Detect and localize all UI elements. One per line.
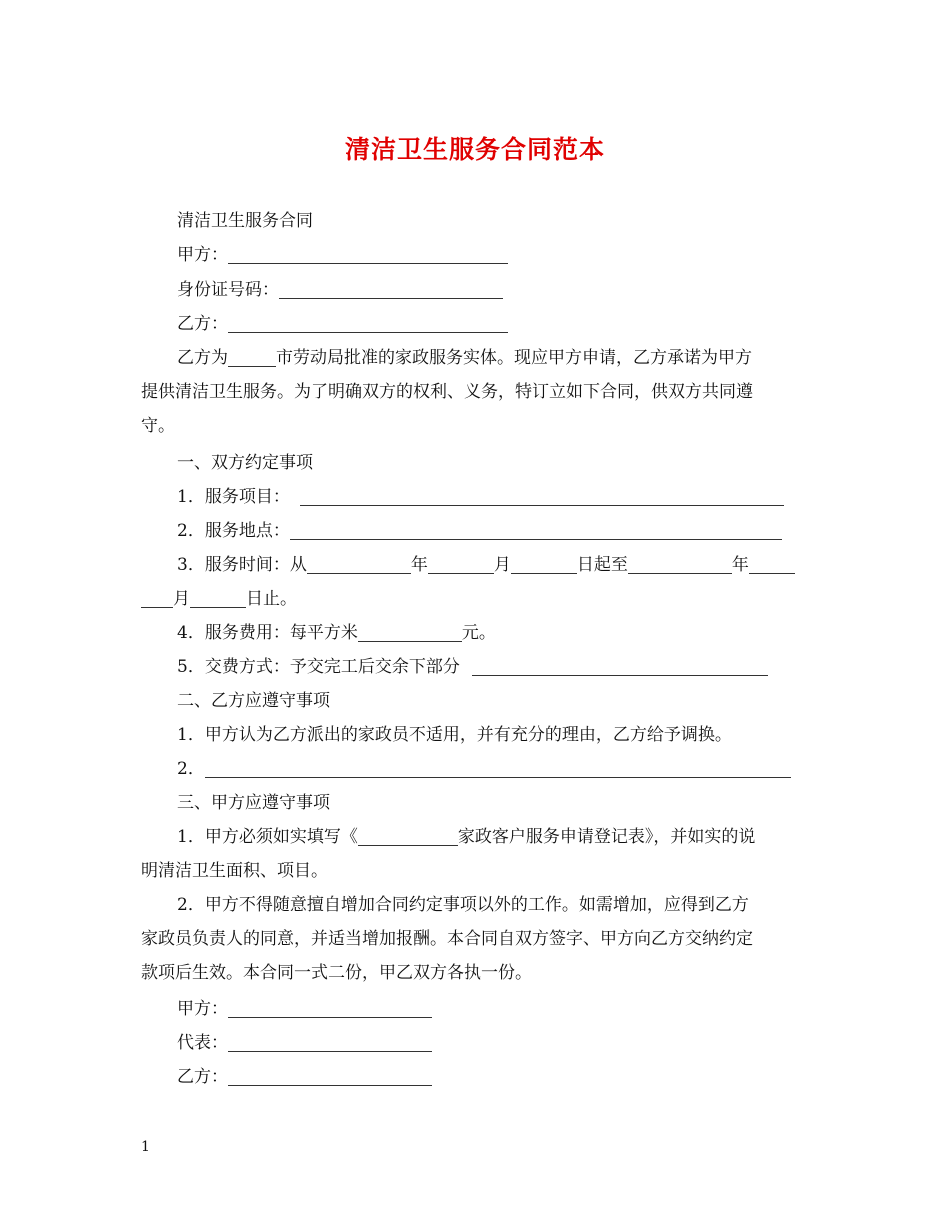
service-item-line: 1．服务项目：: [177, 485, 784, 509]
party-a-duty-2-line-2: 家政员负责人的同意，并适当增加报酬。本合同自双方签字、甲方向乙方交纳约定: [141, 929, 753, 949]
document-title: 清洁卫生服务合同范本: [344, 135, 605, 164]
party-a-duty-2-line-3: 款项后生效。本合同一式二份，甲乙双方各执一份。: [141, 963, 532, 983]
party-b-line: 乙方：: [177, 312, 508, 336]
start-year-blank[interactable]: [307, 555, 411, 574]
section-1-heading: 一、双方约定事项: [177, 453, 313, 473]
fee-per-sqm-blank[interactable]: [358, 623, 462, 642]
id-number-line: 身份证号码：: [177, 278, 503, 302]
section-3-heading: 三、甲方应遵守事项: [177, 793, 330, 813]
signature-party-a: 甲方：: [177, 997, 432, 1021]
service-fee-line: 4．服务费用：每平方米 元。: [177, 623, 496, 643]
intro-paragraph-line-3: 守。: [141, 416, 175, 436]
end-day-blank[interactable]: [190, 589, 246, 608]
city-blank[interactable]: [228, 348, 276, 367]
form-name-blank[interactable]: [358, 827, 458, 846]
payment-method-line: 5．交费方式：予交完工后交余下部分: [177, 655, 768, 679]
page-number: 1: [141, 1139, 150, 1155]
end-month-blank-start[interactable]: [749, 555, 795, 574]
party-a-duty-2-line-1: 2．甲方不得随意擅自增加合同约定事项以外的工作。如需增加，应得到乙方: [177, 895, 749, 915]
party-b-duty-2-blank[interactable]: [205, 759, 791, 778]
party-b-blank[interactable]: [228, 314, 508, 333]
intro-paragraph-line-2: 提供清洁卫生服务。为了明确双方的权利、义务，特订立如下合同，供双方共同遵: [141, 382, 753, 402]
signature-party-b-blank[interactable]: [228, 1067, 432, 1086]
service-time-line-2: 月 日止。: [141, 587, 297, 611]
party-a-line: 甲方：: [177, 243, 508, 267]
service-time-line-1: 3．服务时间：从 年 月 日起至 年: [177, 553, 795, 577]
start-day-blank[interactable]: [511, 555, 577, 574]
signature-representative-blank[interactable]: [228, 1033, 432, 1052]
section-2-heading: 二、乙方应遵守事项: [177, 691, 330, 711]
party-b-duty-2: 2．: [177, 757, 791, 781]
end-month-blank-continued[interactable]: [141, 589, 173, 608]
contract-heading: 清洁卫生服务合同: [177, 211, 313, 231]
service-location-line: 2．服务地点：: [177, 519, 782, 543]
id-number-blank[interactable]: [279, 280, 503, 299]
payment-method-blank[interactable]: [472, 657, 768, 676]
party-a-duty-1-line-1: 1．甲方必须如实填写《 家政客户服务申请登记表》，并如实的说: [177, 827, 756, 847]
intro-paragraph-line-1: 乙方为 市劳动局批准的家政服务实体。现应甲方申请，乙方承诺为甲方: [177, 348, 752, 368]
signature-representative: 代表：: [177, 1031, 432, 1055]
signature-party-b: 乙方：: [177, 1065, 432, 1089]
signature-party-a-blank[interactable]: [228, 999, 432, 1018]
party-b-duty-1: 1．甲方认为乙方派出的家政员不适用，并有充分的理由，乙方给予调换。: [177, 725, 732, 745]
party-a-duty-1-line-2: 明清洁卫生面积、项目。: [141, 861, 328, 881]
service-item-blank[interactable]: [300, 487, 784, 506]
party-a-blank[interactable]: [228, 245, 508, 264]
end-year-blank[interactable]: [628, 555, 732, 574]
start-month-blank[interactable]: [428, 555, 494, 574]
service-location-blank[interactable]: [290, 521, 782, 540]
